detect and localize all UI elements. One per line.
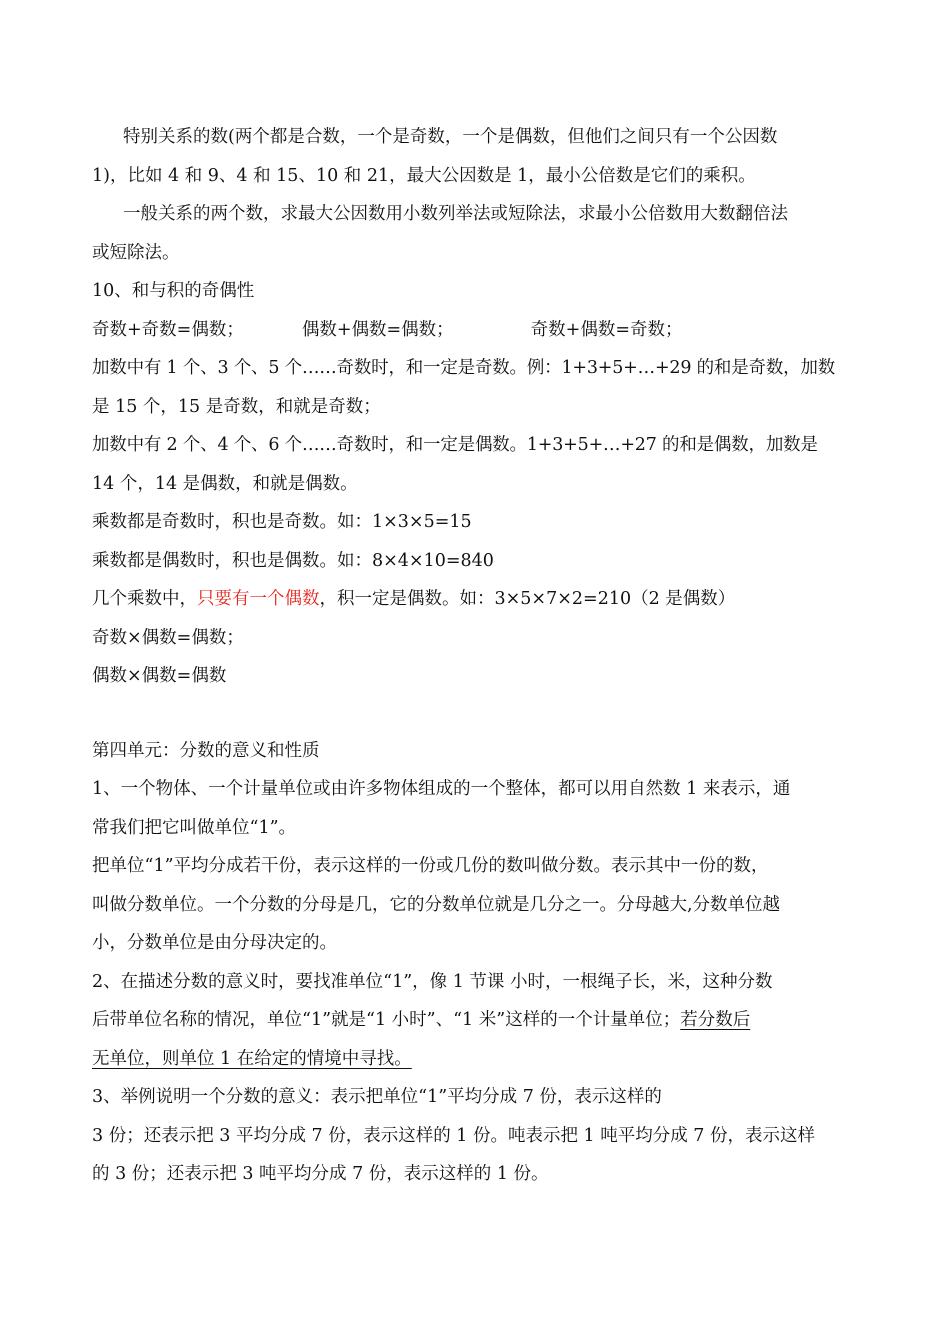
paragraph-line: 3 份；还表示把 3 平均分成 7 份，表示这样的 1 份。吨表示把 1 吨平均分成 7 份，表示这样	[92, 1125, 815, 1146]
highlighted-text: 只要有一个偶数	[197, 589, 320, 609]
paragraph-line	[92, 580, 862, 619]
paragraph-line: 叫做分数单位。一个分数的分母是几，它的分数单位就是几分之一。分母越大,分数单位越	[92, 894, 781, 915]
paragraph-line: 奇数×偶数=偶数；	[92, 627, 244, 648]
section-heading: 10、和与积的奇偶性	[92, 281, 255, 301]
underlined-text: 无单位，则单位 1 在给定的情境中寻找。	[92, 1048, 412, 1069]
paragraph-line: 3、举例说明一个分数的意义：表示把单位“1”平均分成 7 份，表示这样的	[92, 1087, 662, 1107]
paragraph-line: 乘数都是奇数时，积也是奇数。如：1×3×5=15	[92, 512, 472, 532]
document-page	[92, 118, 862, 1194]
paragraph-line: 加数中有 1 个、3 个、5 个……奇数时，和一定是奇数。例：1+3+5+…+29 的和是奇数，加数	[92, 358, 836, 378]
paragraph-line	[92, 1040, 862, 1079]
text-span: 几个乘数中，	[92, 589, 197, 609]
text-span: ，积一定是偶数。如：3×5×7×2=210（2 是偶数）	[319, 589, 736, 609]
spacer	[92, 696, 862, 732]
paragraph-line: 1)，比如 4 和 9、4 和 15、10 和 21，最大公因数是 1，最小公倍数是它们的乘积。	[92, 165, 756, 186]
paragraph-line: 特别关系的数(两个都是合数，一个是奇数，一个是偶数，但他们之间只有一个公因数	[123, 127, 778, 147]
paragraph-line: 小，分数单位是由分母决定的。	[92, 933, 337, 953]
paragraph-line: 1、一个物体、一个计量单位或由许多物体组成的一个整体，都可以用自然数 1 来表示，通	[92, 779, 791, 799]
paragraph-line: 的 3 份；还表示把 3 吨平均分成 7 份，表示这样的 1 份。	[92, 1164, 549, 1184]
unit-title: 第四单元：分数的意义和性质	[92, 740, 320, 761]
paragraph-line: 或短除法。	[92, 242, 180, 263]
parity-rules-line	[92, 311, 862, 350]
paragraph-line: 2、在描述分数的意义时，要找准单位“1”，像 1 节课 小时，一根绳子长，米，这种分数	[92, 971, 773, 992]
paragraph-line: 是 15 个，15 是奇数，和就是奇数；	[92, 396, 381, 417]
paragraph-line: 14 个，14 是偶数，和就是偶数。	[92, 473, 358, 494]
paragraph-line: 常我们把它叫做单位“1”。	[92, 817, 297, 838]
paragraph-line	[92, 1001, 862, 1040]
paragraph-line: 偶数×偶数=偶数	[92, 666, 227, 686]
paragraph-line: 加数中有 2 个、4 个、6 个……奇数时，和一定是偶数。1+3+5+…+27 的和是偶数，加数是	[92, 435, 818, 455]
rule-odd-plus-even: 奇数+偶数=奇数；	[530, 319, 683, 340]
rule-odd-plus-odd: 奇数+奇数=偶数；	[92, 319, 244, 340]
text-span: 后带单位名称的情况，单位“1”就是“1 小时”、“1 米”这样的一个计量单位；	[92, 1010, 681, 1030]
paragraph-line: 乘数都是偶数时，积也是偶数。如：8×4×10=840	[92, 550, 494, 571]
rule-even-plus-even: 偶数+偶数=偶数；	[301, 319, 454, 340]
underlined-text: 若分数后	[680, 1010, 751, 1030]
paragraph-line: 一般关系的两个数，求最大公因数用小数列举法或短除法，求最小公倍数用大数翻倍法	[123, 204, 788, 224]
paragraph-line: 把单位“1”平均分成若干份，表示这样的一份或几份的数叫做分数。表示其中一份的数，	[92, 856, 769, 876]
